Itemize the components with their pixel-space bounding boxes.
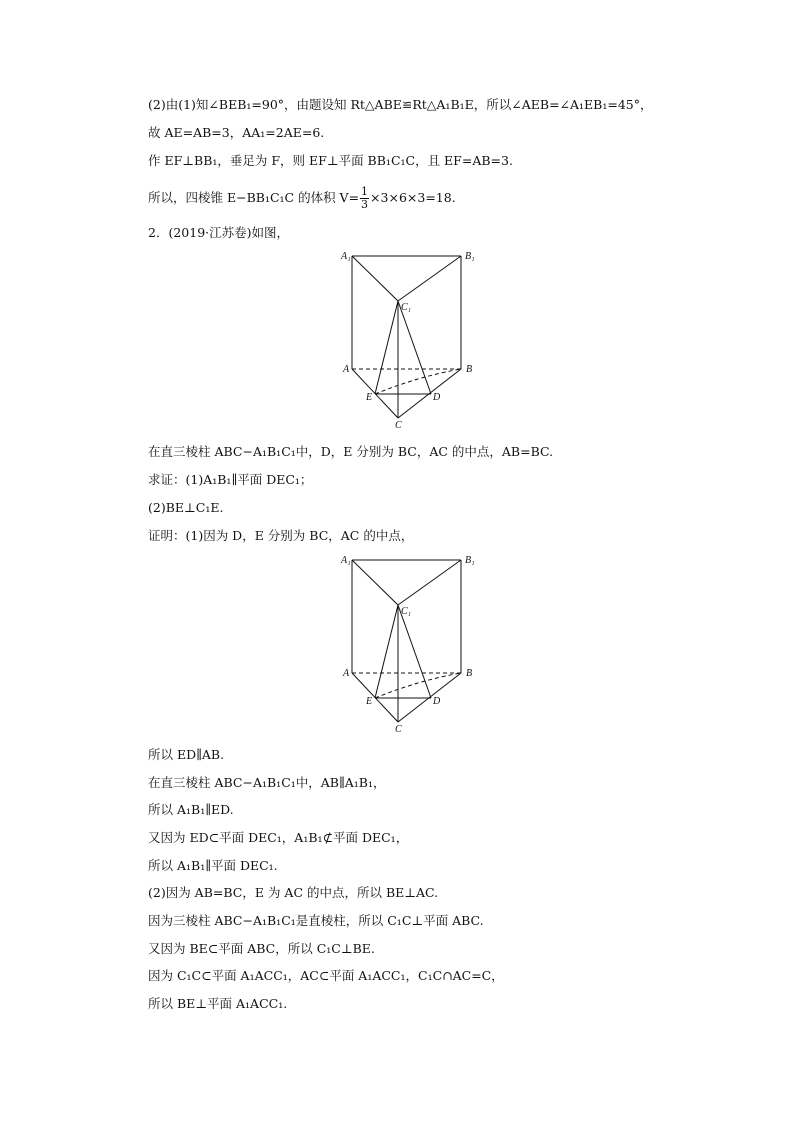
text-line: 求证：(1)A₁B₁∥平面 DEC₁； bbox=[148, 472, 313, 487]
text-line: 作 EF⊥BB₁，垂足为 F，则 EF⊥平面 BB₁C₁C，且 EF=AB=3. bbox=[148, 153, 513, 168]
label-B: B bbox=[466, 668, 473, 679]
label-C1: C₁ bbox=[401, 606, 412, 617]
text-line: (2)BE⊥C₁E. bbox=[148, 500, 224, 515]
text-line: 因为 C₁C⊂平面 A₁ACC₁，AC⊂平面 A₁ACC₁，C₁C∩AC=C， bbox=[148, 968, 504, 983]
text-line: (2)因为 AB=BC，E 为 AC 的中点，所以 BE⊥AC. bbox=[148, 885, 439, 900]
text-segment: 所以，四棱锥 E−BB₁C₁C 的体积 V= bbox=[148, 190, 360, 205]
fraction-denominator: 3 bbox=[361, 198, 369, 211]
text-line: 故 AE=AB=3，AA₁=2AE=6. bbox=[148, 125, 325, 140]
text-line: 所以 A₁B₁∥平面 DEC₁. bbox=[148, 858, 278, 873]
label-A1: A₁ bbox=[341, 555, 351, 566]
text-line: (2)由(1)知∠BEB₁=90°，由题设知 Rt△ABE≌Rt△A₁B₁E，所以∠AEB=∠A₁EB₁=45°， bbox=[148, 97, 653, 112]
label-E: E bbox=[366, 392, 373, 403]
text-line: 所以 ED∥AB. bbox=[148, 747, 225, 762]
label-D: D bbox=[433, 696, 441, 707]
text-line bbox=[148, 186, 456, 211]
text-line: 所以 BE⊥平面 A₁ACC₁. bbox=[148, 996, 288, 1011]
text-line: 2．(2019·江苏卷)如图， bbox=[148, 225, 289, 240]
text-line: 因为三棱柱 ABC−A₁B₁C₁是直棱柱，所以 C₁C⊥平面 ABC. bbox=[148, 913, 484, 928]
label-C: C bbox=[395, 724, 402, 735]
prism-figure-1 bbox=[335, 248, 485, 428]
text-line: 所以 A₁B₁∥ED. bbox=[148, 802, 234, 817]
text-segment: ×3×6×3=18. bbox=[370, 190, 456, 205]
text-line: 证明：(1)因为 D，E 分别为 BC，AC 的中点， bbox=[148, 528, 414, 543]
fraction bbox=[360, 186, 369, 211]
text-line: 又因为 ED⊂平面 DEC₁，A₁B₁⊄平面 DEC₁， bbox=[148, 830, 409, 845]
label-A1: A₁ bbox=[341, 251, 351, 262]
label-A: A bbox=[343, 668, 350, 679]
label-D: D bbox=[433, 392, 441, 403]
label-B: B bbox=[466, 364, 473, 375]
label-C: C bbox=[395, 420, 402, 428]
label-C1: C₁ bbox=[401, 302, 412, 313]
text-line: 又因为 BE⊂平面 ABC，所以 C₁C⊥BE. bbox=[148, 941, 375, 956]
fraction-numerator: 1 bbox=[361, 185, 369, 198]
label-B1: B₁ bbox=[465, 555, 475, 566]
label-E: E bbox=[366, 696, 373, 707]
label-A: A bbox=[343, 364, 350, 375]
text-line: 在直三棱柱 ABC−A₁B₁C₁中，D，E 分别为 BC，AC 的中点，AB=BC. bbox=[148, 444, 554, 459]
text-line: 在直三棱柱 ABC−A₁B₁C₁中，AB∥A₁B₁， bbox=[148, 775, 386, 790]
label-B1: B₁ bbox=[465, 251, 475, 262]
prism-figure-2 bbox=[335, 552, 485, 737]
